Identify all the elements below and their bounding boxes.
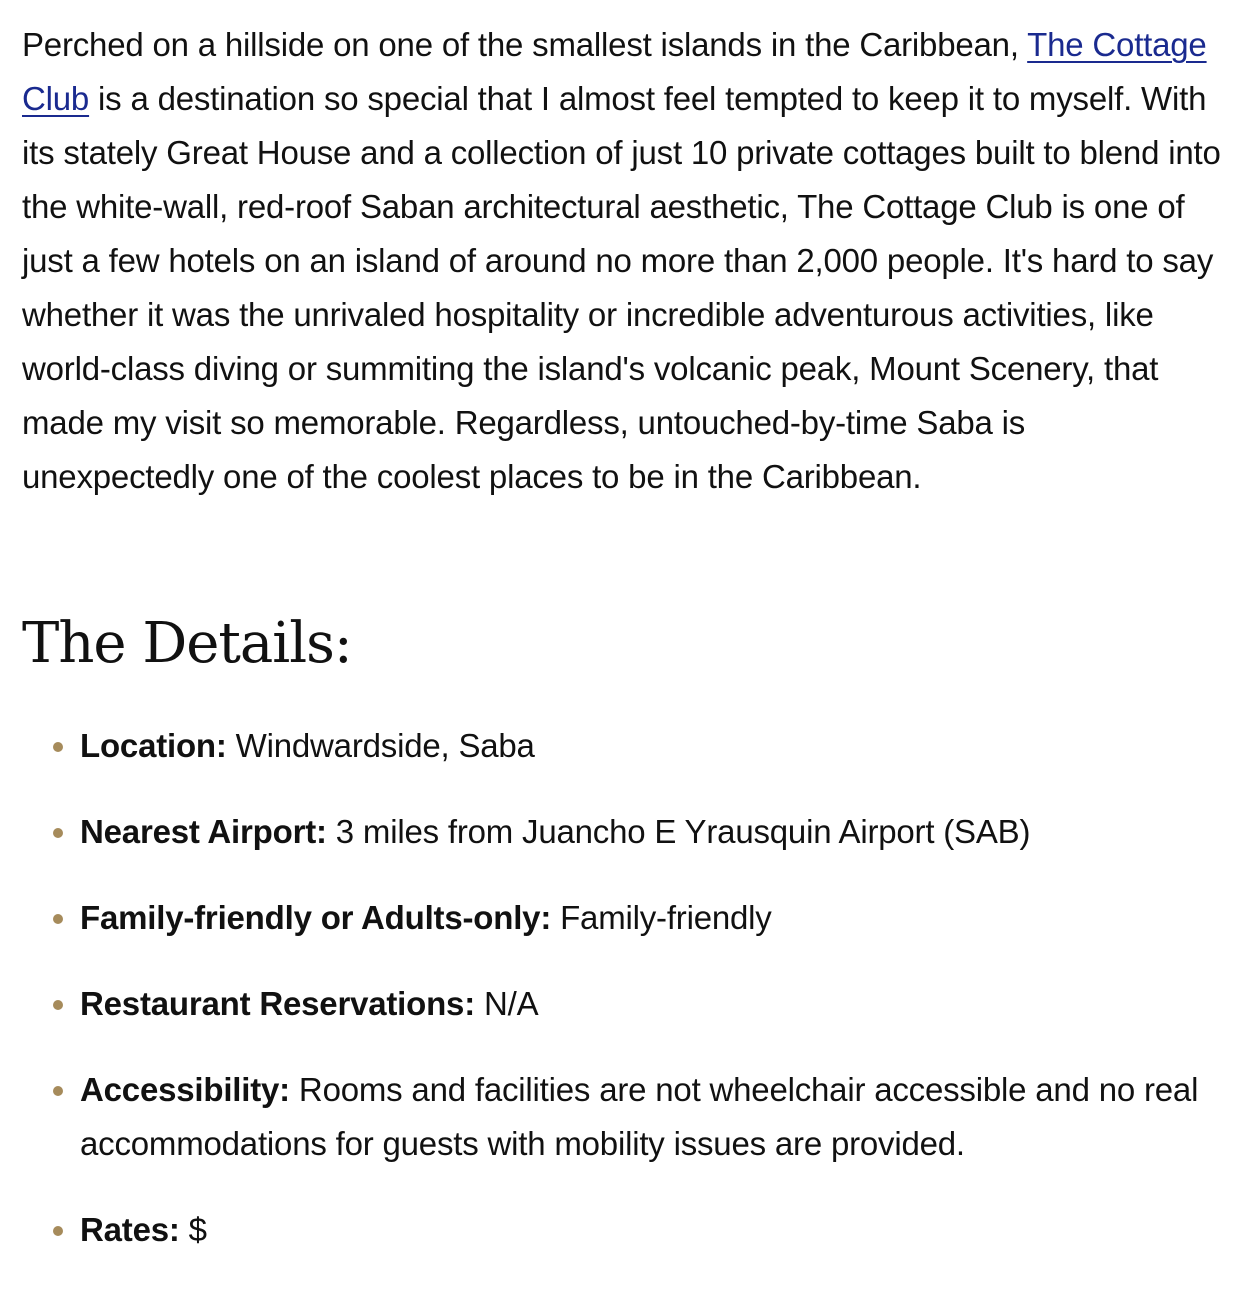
bullet-dot — [53, 828, 63, 838]
details-label: Nearest Airport: — [80, 813, 327, 850]
bullet-dot — [53, 1000, 63, 1010]
details-value: 3 miles from Juancho E Yrausquin Airport (SAB) — [326, 813, 1031, 850]
details-label: Location: — [80, 727, 227, 764]
details-item-restaurant-reservations — [22, 977, 1226, 1031]
article-body — [22, 18, 1226, 1289]
details-value: N/A — [475, 985, 539, 1022]
details-list — [22, 719, 1226, 1257]
intro-text-before-link: Perched on a hillside on one of the smallest islands in the Caribbean, — [22, 26, 1028, 63]
details-value: $ — [179, 1211, 207, 1248]
details-item-family-friendly — [22, 891, 1226, 945]
details-label: Rates: — [80, 1211, 180, 1248]
details-value: Family-friendly — [551, 899, 772, 936]
details-label: Family-friendly or Adults-only: — [80, 899, 552, 936]
bullet-dot — [53, 1226, 63, 1236]
details-value: Rooms and facilities are not wheelchair accessible and no real accommodations for guests with mobility issues are provided. — [80, 1071, 1199, 1162]
bullet-dot — [53, 914, 63, 924]
bullet-dot — [53, 1086, 63, 1096]
details-item-nearest-airport — [22, 805, 1226, 859]
details-item-accessibility — [22, 1063, 1226, 1171]
details-item-rates — [22, 1203, 1226, 1257]
details-value: Windwardside, Saba — [226, 727, 535, 764]
details-label: Restaurant Reservations: — [80, 985, 476, 1022]
details-label: Accessibility: — [80, 1071, 290, 1108]
intro-paragraph — [22, 18, 1226, 504]
intro-text-after-link: is a destination so special that I almost feel tempted to keep it to myself. With its stately Great House and a collection of just 10 private cottages built to blend into the white-wall, red-roof Saban architectural aesthetic, The Cottage Club is one of just a few hotels on an island of around no more than 2,000 people. It's hard to say whether it was the unrivaled hospitality or incredible adventurous activities, like world-class diving or summiting the island's volcanic peak, Mount Scenery, that made my visit so memorable. Regardless, untouched-by-time Saba is unexpectedly one of the coolest places to be in the Caribbean. — [22, 80, 1221, 495]
bullet-dot — [53, 742, 63, 752]
details-item-location — [22, 719, 1226, 773]
details-heading: The Details: — [22, 611, 352, 676]
cottage-club-link[interactable]: The Cottage Club — [22, 26, 1207, 117]
